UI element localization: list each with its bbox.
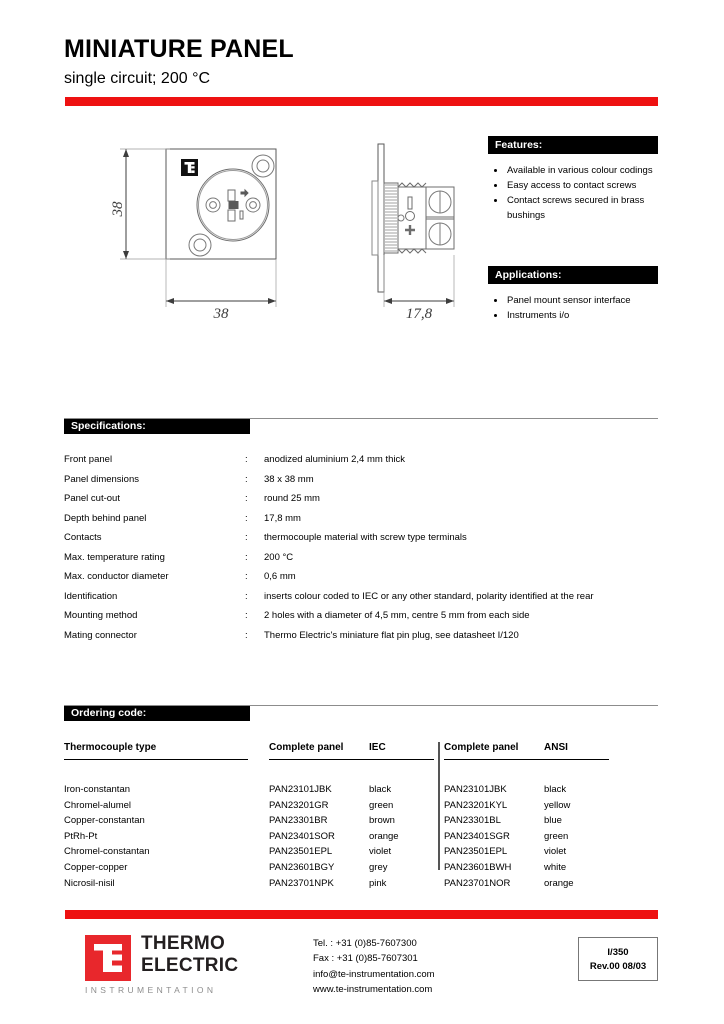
cell-type: Iron-constantan	[64, 784, 131, 795]
cell-ansi-colour: green	[544, 830, 569, 842]
column-header-iec-panel: Complete panel	[269, 742, 344, 753]
features-box	[488, 136, 658, 224]
applications-heading: Applications:	[488, 266, 658, 284]
technical-drawing	[100, 135, 480, 350]
column-header-iec-std: IEC	[369, 742, 386, 753]
spec-key: Max. conductor diameter	[64, 571, 169, 582]
ordering-table	[64, 742, 664, 889]
spec-separator: :	[245, 629, 248, 641]
applications-box	[488, 266, 658, 324]
dimension-depth-label: 17,8	[405, 306, 433, 322]
footer-red-bar	[65, 910, 658, 919]
list-item: • Panel mount sensor interface	[506, 294, 658, 309]
page-subtitle: single circuit; 200 °C	[64, 70, 211, 87]
spec-row	[64, 567, 664, 587]
list-item: • Easy access to contact screws	[506, 179, 658, 194]
cell-iec-code: PAN23201GR	[269, 799, 329, 811]
cell-iec-colour: pink	[369, 877, 387, 889]
cell-ansi-colour: white	[544, 861, 567, 873]
table-row	[64, 829, 664, 845]
cell-ansi-colour: yellow	[544, 799, 571, 811]
contact-block	[313, 936, 435, 998]
company-name-line2: ELECTRIC	[141, 955, 239, 977]
list-item: • Available in various colour codings	[506, 164, 658, 179]
header-underline-ansi	[444, 759, 609, 760]
cell-iec-colour: green	[369, 799, 394, 811]
cell-type: Chromel-constantan	[64, 846, 150, 858]
company-tagline: INSTRUMENTATION	[85, 985, 217, 995]
dimension-height-label: 38	[110, 201, 126, 217]
spec-key: Depth behind panel	[64, 512, 147, 524]
spec-row	[64, 626, 664, 646]
column-header-ansi-panel: Complete panel	[444, 742, 519, 753]
spec-value: round 25 mm	[264, 493, 320, 504]
cell-ansi-code: PAN23201KYL	[444, 799, 508, 811]
spec-row	[64, 470, 664, 490]
spec-key: Identification	[64, 590, 118, 602]
spec-row	[64, 528, 664, 548]
spec-value: 2 holes with a diameter of 4,5 mm, centre 5 mm from each side	[264, 610, 530, 621]
spec-separator: :	[245, 512, 248, 524]
specifications-heading: Specifications:	[64, 419, 250, 434]
spec-value: 0,6 mm	[264, 571, 296, 582]
spec-value: inserts colour coded to IEC or any other standard, polarity identified at the rear	[264, 590, 594, 602]
header-underline-iec	[269, 759, 434, 760]
spec-key: Contacts	[64, 532, 102, 543]
cell-iec-code: PAN23701NPK	[269, 877, 334, 889]
contact-fax: Fax : +31 (0)85-7607301	[313, 953, 418, 965]
spec-separator: :	[245, 454, 248, 465]
spec-separator: :	[245, 493, 248, 504]
spec-row	[64, 587, 664, 607]
contact-website[interactable]: www.te-instrumentation.com	[313, 984, 433, 996]
cell-ansi-code: PAN23601BWH	[444, 861, 512, 873]
document-revision-box	[578, 937, 658, 981]
cell-iec-code: PAN23601BGY	[269, 861, 335, 873]
te-logo-icon	[85, 935, 131, 981]
spec-value: 200 °C	[264, 551, 294, 563]
spec-value: 38 x 38 mm	[264, 473, 314, 485]
company-name-line1: THERMO	[141, 933, 226, 954]
spec-separator: :	[245, 590, 248, 602]
spec-row	[64, 548, 664, 568]
features-heading: Features:	[488, 136, 658, 154]
header-red-bar	[65, 97, 658, 106]
cell-iec-code: PAN23401SOR	[269, 830, 335, 842]
list-item: • Instruments i/o	[506, 309, 658, 324]
spec-row	[64, 509, 664, 529]
cell-iec-colour: brown	[369, 815, 395, 827]
cell-ansi-colour: orange	[544, 877, 574, 889]
cell-type: Nicrosil-nisil	[64, 877, 115, 889]
spec-row	[64, 450, 664, 470]
specifications-list	[64, 450, 664, 645]
cell-ansi-colour: blue	[544, 815, 562, 827]
cell-iec-code: PAN23501EPL	[269, 846, 333, 858]
cell-type: Copper-constantan	[64, 815, 145, 827]
contact-tel: Tel. : +31 (0)85-7607300	[313, 938, 417, 949]
spec-key: Mating connector	[64, 629, 137, 641]
cell-iec-colour: grey	[369, 861, 388, 873]
company-name	[141, 933, 238, 978]
cell-type: Chromel-alumel	[64, 799, 132, 811]
spec-key: Front panel	[64, 454, 113, 465]
spec-key: Panel cut-out	[64, 493, 120, 504]
spec-row	[64, 489, 664, 509]
page-title: MINIATURE PANEL	[64, 35, 294, 63]
spec-key: Max. temperature rating	[64, 551, 165, 563]
column-header-ansi-std: ANSI	[544, 742, 568, 753]
table-header-row	[64, 742, 664, 760]
contact-email[interactable]: info@te-instrumentation.com	[313, 968, 435, 980]
spec-key: Panel dimensions	[64, 473, 139, 485]
cell-iec-colour: orange	[369, 830, 399, 842]
spec-value: 17,8 mm	[264, 512, 301, 524]
table-row	[64, 782, 664, 798]
list-item: • Contact screws secured in brass bushings	[506, 194, 658, 223]
spec-value: anodized aluminium 2,4 mm thick	[264, 454, 405, 465]
spec-separator: :	[245, 551, 248, 563]
cell-type: Copper-copper	[64, 861, 128, 873]
column-header-type: Thermocouple type	[64, 742, 157, 753]
table-row	[64, 844, 664, 860]
cell-ansi-code: PAN23701NOR	[444, 877, 511, 889]
table-row	[64, 798, 664, 814]
document-code: I/350	[607, 947, 629, 958]
spec-separator: :	[245, 532, 248, 543]
spec-value: Thermo Electric's miniature flat pin plug, see datasheet I/120	[264, 629, 519, 641]
cell-iec-colour: violet	[369, 846, 392, 858]
spec-separator: :	[245, 610, 248, 621]
cell-iec-code: PAN23101JBK	[269, 784, 332, 795]
table-row	[64, 860, 664, 876]
ordering-heading: Ordering code:	[64, 706, 250, 721]
header-underline-type	[64, 759, 248, 760]
te-logo-icon	[181, 159, 198, 176]
spec-value: thermocouple material with screw type terminals	[264, 532, 467, 543]
cell-ansi-colour: violet	[544, 846, 567, 858]
cell-type: PtRh-Pt	[64, 830, 98, 842]
cell-iec-colour: black	[369, 784, 392, 795]
cell-iec-code: PAN23301BR	[269, 815, 328, 827]
applications-list	[488, 284, 658, 324]
cell-ansi-colour: black	[544, 784, 567, 795]
spec-key: Mounting method	[64, 610, 138, 621]
dimension-width-label: 38	[213, 306, 229, 322]
cell-ansi-code: PAN23501EPL	[444, 846, 508, 858]
cell-ansi-code: PAN23101JBK	[444, 784, 507, 795]
table-row	[64, 876, 664, 892]
spec-separator: :	[245, 571, 248, 582]
cell-ansi-code: PAN23401SGR	[444, 830, 510, 842]
cell-ansi-code: PAN23301BL	[444, 815, 501, 827]
features-list	[488, 154, 658, 224]
spec-row	[64, 606, 664, 626]
table-row	[64, 813, 664, 829]
spec-separator: :	[245, 473, 248, 485]
document-revision: Rev.00 08/03	[589, 961, 647, 972]
